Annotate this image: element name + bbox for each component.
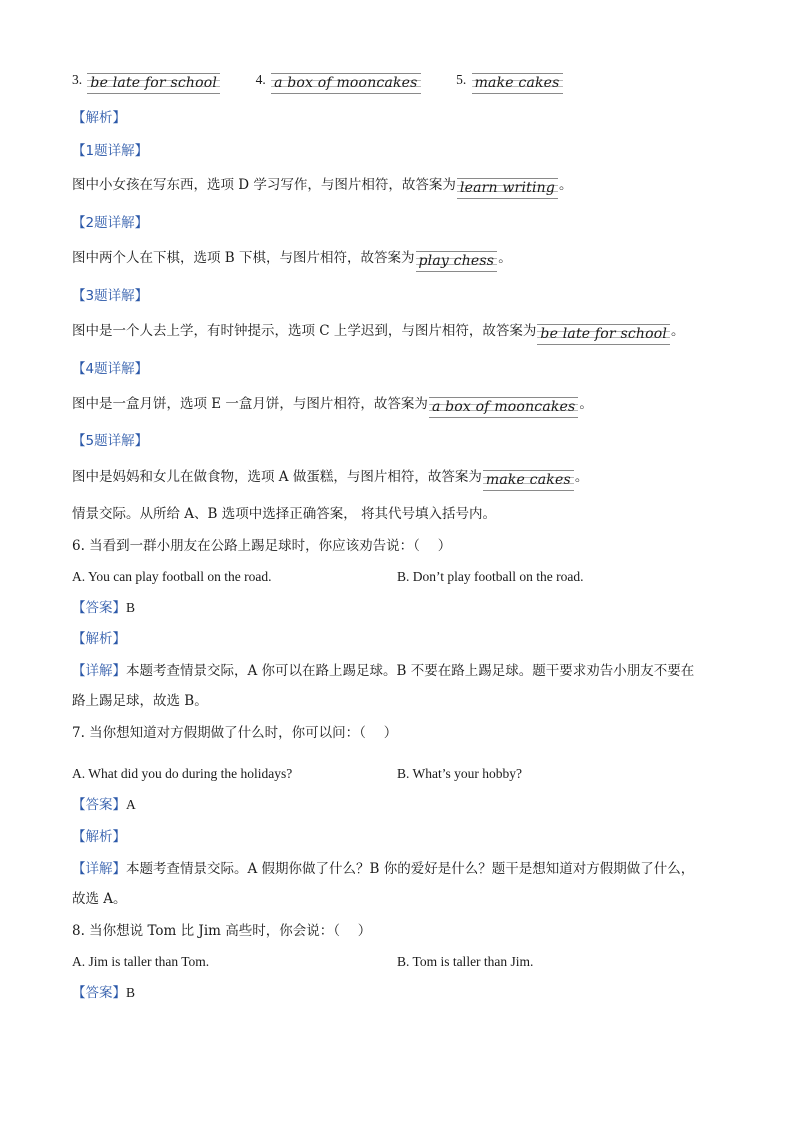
handwritten-answer: play chess bbox=[418, 253, 495, 269]
answer-line bbox=[72, 796, 136, 814]
detail-sentence: 图中是妈妈和女儿在做食物，选项 A 做蛋糕，与图片相符，故答案为 bbox=[72, 469, 482, 485]
option-a: A. You can play football on the road. bbox=[72, 569, 272, 584]
detail-text bbox=[72, 176, 573, 199]
option-b: B. Tom is taller than Jim. bbox=[397, 954, 534, 969]
detail-sentence: 图中小女孩在写东西，选项 D 学习写作，与图片相符，故答案为 bbox=[72, 177, 456, 193]
detail-sentence: 本题考查情景交际。A 假期你做了什么？B 你的爱好是什么？题干是想知道对方假期做了什么， bbox=[126, 861, 695, 877]
question-stem bbox=[72, 724, 397, 742]
detail-sentence: 图中两个人在下棋，选项 B 下棋，与图片相符，故答案为 bbox=[72, 250, 415, 266]
sentence-end: 。 bbox=[559, 177, 573, 193]
question-stem bbox=[72, 537, 451, 555]
answers-row bbox=[72, 71, 564, 94]
detail-sentence: 图中是一个人去上学，有时钟提示，选项 C 上学迟到，与图片相符，故答案为 bbox=[72, 323, 537, 339]
question-text: 6. 当看到一群小朋友在公路上踢足球时，你应该劝告说： bbox=[72, 538, 414, 554]
handwriting-blank bbox=[483, 470, 574, 491]
detail-line bbox=[72, 860, 694, 878]
sentence-end: 。 bbox=[671, 323, 685, 339]
answer-line bbox=[72, 984, 135, 1002]
detail-sentence: 图中是一盒月饼，选项 E 一盒月饼，与图片相符，故答案为 bbox=[72, 396, 428, 412]
handwritten-answer: make cakes bbox=[474, 75, 560, 91]
detail-header: 【1题详解】 bbox=[72, 143, 149, 159]
handwritten-answer: be late for school bbox=[90, 75, 218, 91]
detail-text bbox=[72, 249, 512, 272]
detail-header: 【3题详解】 bbox=[72, 288, 149, 304]
answer-label: 【答案】 bbox=[72, 985, 126, 1001]
answer-number: 5. bbox=[456, 72, 467, 87]
detail-text bbox=[72, 468, 588, 491]
detail-line: 故选 A。 bbox=[72, 891, 127, 907]
detail-label: 【详解】 bbox=[72, 861, 126, 877]
handwritten-answer: be late for school bbox=[540, 326, 668, 342]
answer-bracket: （ ） bbox=[333, 923, 372, 939]
analysis-label: 【解析】 bbox=[72, 110, 126, 126]
handwritten-answer: a box of mooncakes bbox=[431, 399, 576, 415]
detail-sentence: 本题考查情景交际，A 你可以在路上踢足球。B 不要在路上踢足球。题干要求劝告小朋友不要在 bbox=[126, 663, 695, 679]
handwriting-blank bbox=[271, 73, 420, 94]
answer-number: 4. bbox=[255, 72, 266, 87]
answer-value: B bbox=[126, 600, 136, 615]
handwriting-blank bbox=[87, 73, 220, 94]
detail-header: 【4题详解】 bbox=[72, 361, 149, 377]
analysis-label: 【解析】 bbox=[72, 829, 126, 845]
detail-line bbox=[72, 662, 694, 680]
detail-line: 路上踢足球，故选 B。 bbox=[72, 693, 208, 709]
handwritten-answer: a box of mooncakes bbox=[274, 75, 418, 91]
question-stem bbox=[72, 922, 371, 940]
sentence-end: 。 bbox=[579, 396, 593, 412]
answer-value: A bbox=[126, 797, 136, 812]
sentence-end: 。 bbox=[574, 469, 589, 485]
detail-label: 【详解】 bbox=[72, 663, 126, 679]
answer-bracket: （ ） bbox=[359, 725, 398, 741]
handwriting-blank bbox=[429, 397, 578, 418]
answer-number: 3. bbox=[72, 72, 83, 87]
answer-line bbox=[72, 599, 135, 617]
detail-header: 【2题详解】 bbox=[72, 215, 149, 231]
question-text: 7. 当你想知道对方假期做了什么时，你可以问： bbox=[72, 725, 360, 741]
detail-text bbox=[72, 395, 593, 418]
options-row bbox=[72, 953, 722, 971]
answer-value: B bbox=[126, 985, 136, 1000]
option-a: A. Jim is taller than Tom. bbox=[72, 954, 210, 969]
answer-label: 【答案】 bbox=[72, 797, 126, 813]
handwritten-answer: learn writing bbox=[459, 180, 556, 196]
handwriting-blank bbox=[416, 251, 498, 272]
detail-text bbox=[72, 322, 685, 345]
option-b: B. What’s your hobby? bbox=[397, 766, 522, 781]
option-b: B. Don’t play football on the road. bbox=[397, 569, 584, 584]
options-row bbox=[72, 765, 722, 783]
handwriting-blank bbox=[537, 324, 670, 345]
analysis-label: 【解析】 bbox=[72, 631, 126, 647]
sentence-end: 。 bbox=[498, 250, 512, 266]
handwriting-blank bbox=[472, 73, 563, 94]
detail-header: 【5题详解】 bbox=[72, 433, 149, 449]
handwritten-answer: make cakes bbox=[485, 472, 571, 488]
question-text: 8. 当你想说 Tom 比 Jim 高些时，你会说： bbox=[72, 923, 334, 939]
option-a: A. What did you do during the holidays? bbox=[72, 766, 293, 781]
handwriting-blank bbox=[457, 178, 558, 199]
answer-label: 【答案】 bbox=[72, 600, 126, 616]
section-instruction: 情景交际。从所给 A、B 选项中选择正确答案， 将其代号填入括号内。 bbox=[72, 506, 497, 522]
options-row bbox=[72, 568, 722, 586]
answer-bracket: （ ） bbox=[413, 538, 452, 554]
